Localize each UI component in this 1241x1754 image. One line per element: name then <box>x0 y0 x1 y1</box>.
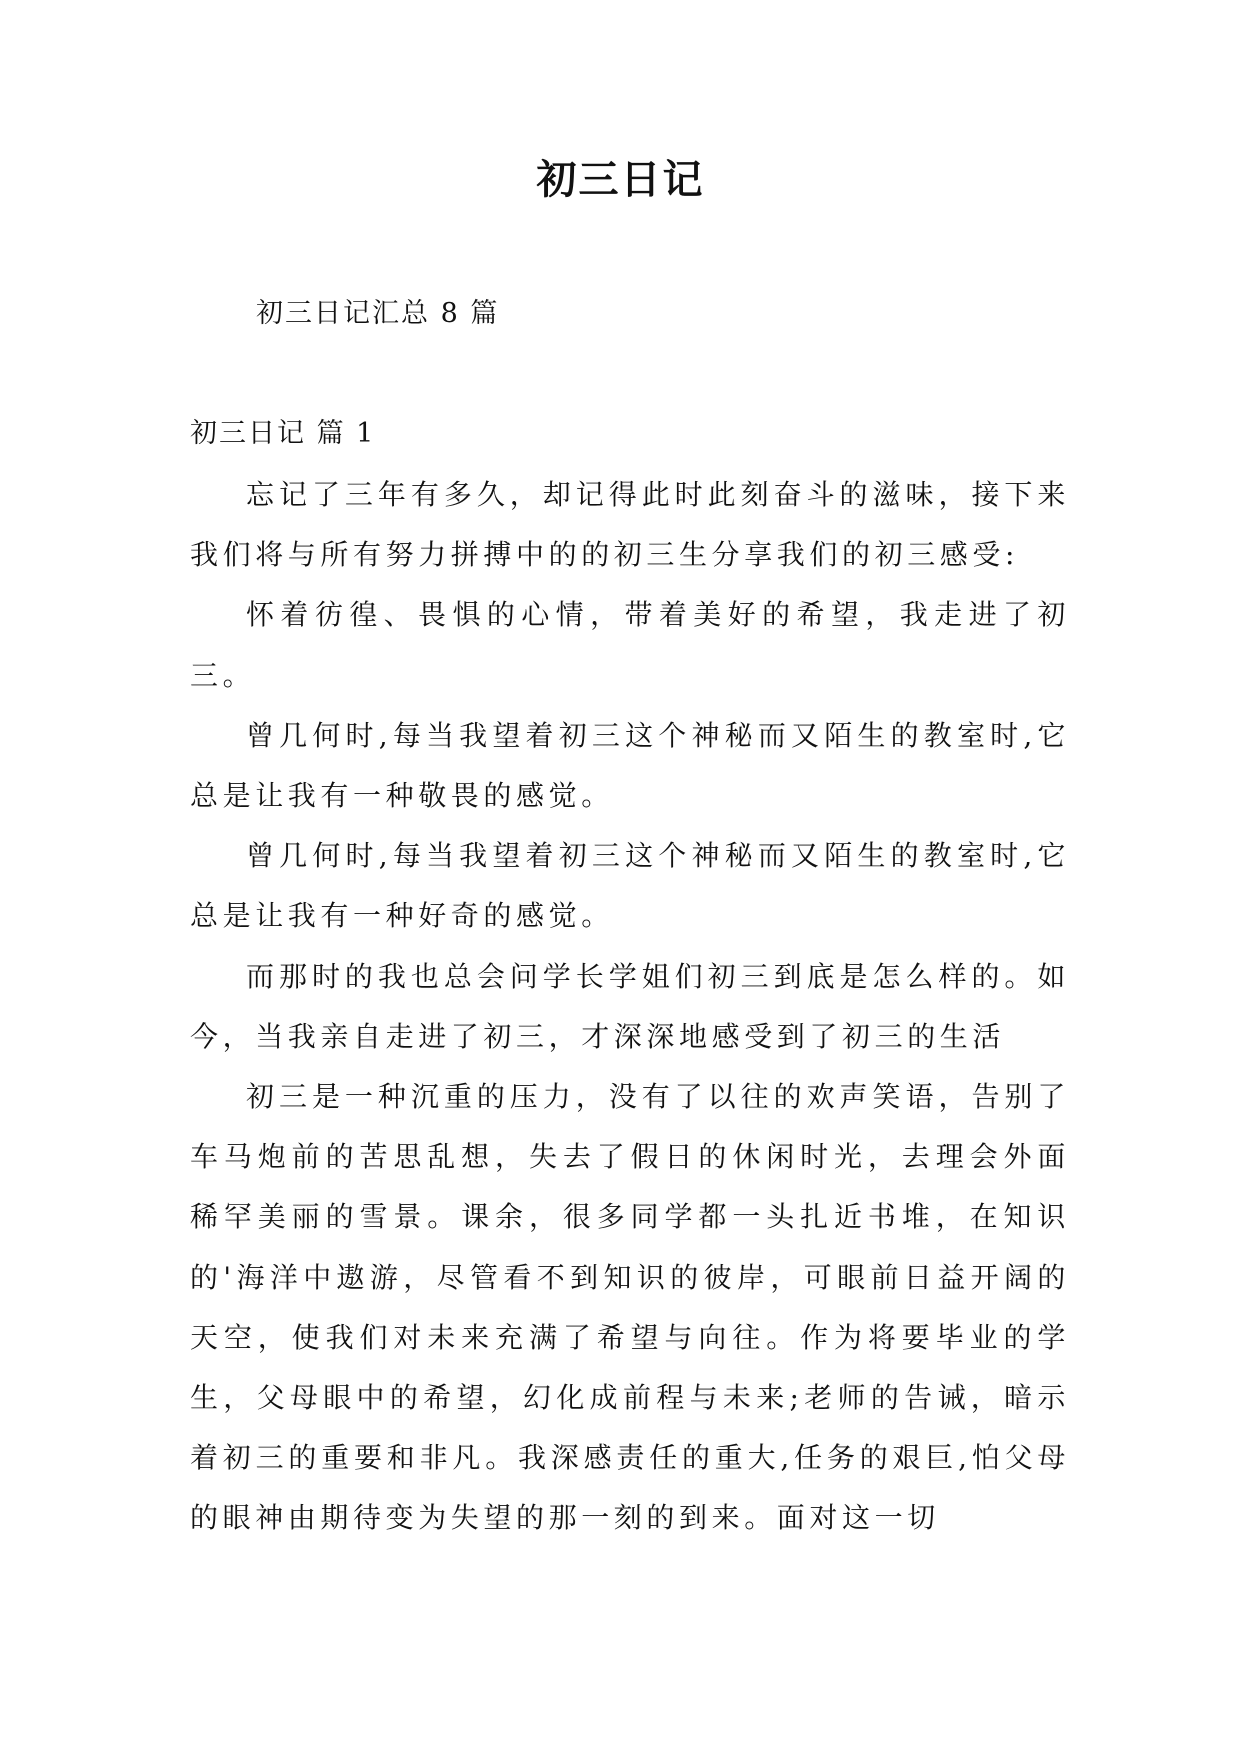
document-subtitle: 初三日记汇总 8 篇 <box>256 298 500 329</box>
paragraph: 怀着彷徨、畏惧的心情，带着美好的希望，我走进了初三。 <box>190 598 1070 692</box>
paragraph: 初三是一种沉重的压力，没有了以往的欢声笑语，告别了车马炮前的苦思乱想，失去了假日的休闲时光，去理会外面稀罕美丽的雪景。课余，很多同学都一头扎近书堆，在知识的'海洋中遨游，尽管看不到知识的彼岸，可眼前日益开阔的天空，使我们对未来充满了希望与向往。作为将要毕业的学生，父母眼中的希望，幻化成前程与未来;老师的告诫，暗示着初三的重要和非凡。我深感责任的重大,任务的艰巨,怕父母的眼神由期待变为失望的那一刻的到来。面对这一切 <box>190 1080 1070 1535</box>
paragraph: 曾几何时,每当我望着初三这个神秘而又陌生的教室时,它总是让我有一种敬畏的感觉。 <box>190 718 1070 813</box>
paragraph: 忘记了三年有多久，却记得此时此刻奋斗的滋味，接下来我们将与所有努力拼搏中的的初三生分享我们的初三感受: <box>190 478 1070 572</box>
paragraph: 而那时的我也总会问学长学姐们初三到底是怎么样的。如今，当我亲自走进了初三，才深深地感受到了初三的生活 <box>190 959 1070 1053</box>
body-text <box>190 465 1070 1549</box>
section-heading: 初三日记 篇 1 <box>190 418 376 449</box>
paragraph: 曾几何时,每当我望着初三这个神秘而又陌生的教室时,它总是让我有一种好奇的感觉。 <box>190 839 1070 933</box>
document-title: 初三日记 <box>536 157 705 203</box>
